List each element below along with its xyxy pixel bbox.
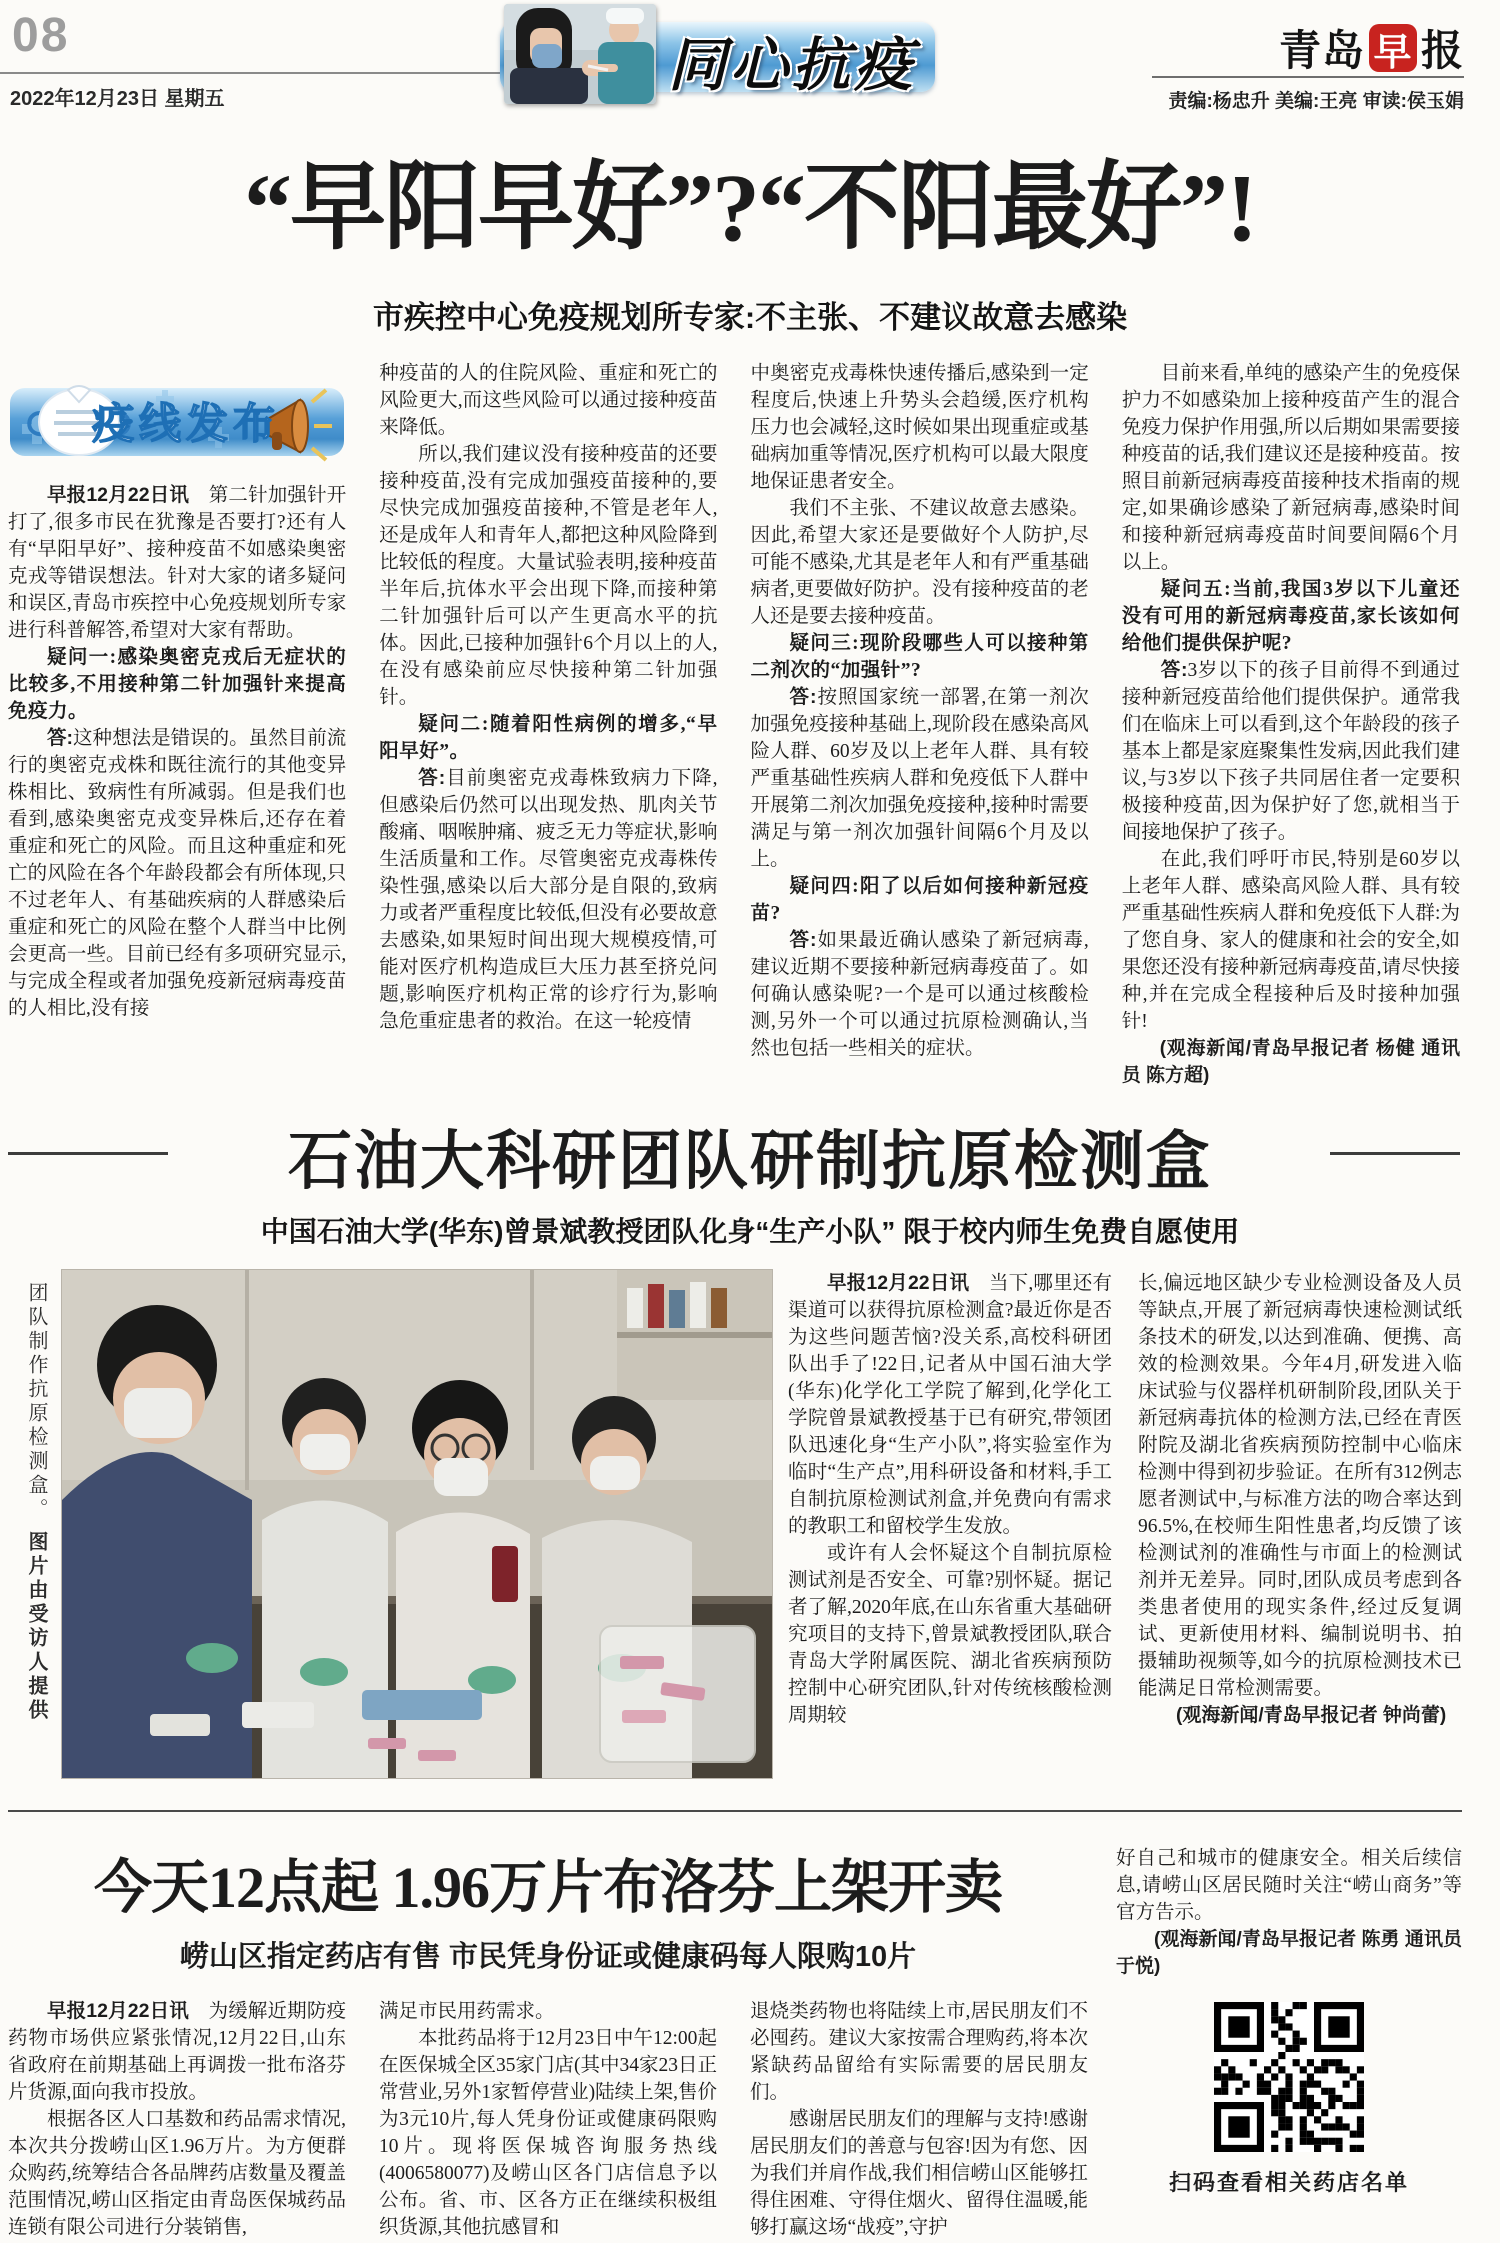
article2-photo-caption: [22, 1282, 51, 1782]
text-column: [750, 1998, 1088, 2243]
paragraph: (观海新闻/青岛早报记者 钟尚蕾): [1176, 1705, 1447, 1726]
vaccination-photo-art: [504, 4, 656, 104]
brand-red-box: 早: [1369, 24, 1417, 72]
article1-columns: [8, 360, 1460, 1088]
badge-label: 疫线发布: [91, 400, 281, 447]
paragraph: 中奥密克戎毒株快速传播后,感染到一定程度后,快速上升势头会趋缓,医疗机构压力也会减轻,这时候如果出现重症或基础病加重等情况,医疗机构可以最大限度地保证患者安全。: [750, 363, 1089, 492]
paragraph: 我们不主张、不建议故意去感染。因此,希望大家还是要做好个人防护,尽可能不感染,尤其是老年人和有严重基础病者,更要做好防护。没有接种疫苗的老人还是要去接种疫苗。: [750, 498, 1089, 627]
text-column: [1116, 1845, 1462, 1980]
article2-photo: [62, 1270, 772, 1778]
text-column: [788, 1270, 1112, 1804]
article3-right-column: [1116, 1845, 1462, 2197]
article3-columns: [8, 1998, 1088, 2243]
text-column: [751, 360, 1089, 1088]
photo-caption-credit: 图片由受访人提供: [25, 1531, 47, 1723]
qr-code: [1214, 2002, 1364, 2152]
paragraph: 退烧类药物也将陆续上市,居民朋友们不必囤药。建议大家按需合理购药,将本次紧缺药品留给有实际需要的居民朋友们。: [750, 2001, 1088, 2103]
article2-headline: 石油大科研团队研制抗原检测盒: [288, 1126, 1212, 1197]
section-divider: [8, 1810, 1462, 1812]
text-column: [1138, 1270, 1462, 1804]
brand-post: 报: [1420, 27, 1464, 74]
paragraph: 疑问一:感染奥密克戎后无症状的比较多,不用接种第二针加强针来提高免疫力。: [8, 647, 347, 722]
qr-block: [1116, 2002, 1462, 2197]
text-column: [1122, 360, 1460, 1088]
paragraph: (观海新闻/青岛早报记者 陈勇 通讯员 于悦): [1116, 1929, 1462, 1977]
paragraph: 在此,我们呼吁市民,特别是60岁以上老年人群、感染高风险人群、具有较严重基础性疾病人群和免疫低下人群:为了您自身、家人的健康和社会的安全,如果您还没有接种新冠病毒疫苗,请尽快接种,并在完成全程接种后及时接种加强针!: [1121, 849, 1460, 1032]
qr-caption: 扫码查看相关药店名单: [1168, 2170, 1409, 2195]
article2-columns: [788, 1270, 1462, 1804]
paragraph: 答:如果最近确认感染了新冠病毒,建议近期不要接种新冠病毒疫苗了。如何确认感染呢?一个是可以通过核酸检测,另外一个可以通过抗原检测确认,当然也包括一些相关的症状。: [750, 929, 1089, 1059]
masthead-banner: [500, 4, 935, 108]
lab-photo-art: [62, 1270, 772, 1778]
paragraph: 种疫苗的人的住院风险、重症和死亡的风险更大,而这些风险可以通过接种疫苗来降低。: [379, 363, 718, 438]
paragraph: 早报12月22日讯 当下,哪里还有渠道可以获得抗原检测盒?最近你是否为这些问题苦恼?没关系,高校科研团队出手了!22日,记者从中国石油大学(华东)化学化工学院了解到,化学化工学院曾景斌教授基于已有研究,带领团队迅速化身“生产小队”,将实验室作为临时“生产点”,用科研设备和材料,手工自制抗原检测试剂盒,并免费向有需求的教职工和留校学生发放。: [788, 1272, 1112, 1537]
paragraph: 目前来看,单纯的感染产生的免疫保护力不如感染加上接种疫苗产生的混合免疫力保护作用强,所以后期如果需要接种疫苗的话,我们建议还是接种疫苗。按照目前新冠病毒疫苗接种技术指南的规定,如果确诊感染了新冠病毒,感染时间和接种新冠病毒疫苗时间要间隔6个月以上。: [1121, 363, 1460, 573]
masthead-title: 同心抗疫: [668, 33, 917, 98]
editor-credits: 责编:杨忠升 美编:王亮 审读:侯玉娟: [1168, 91, 1464, 112]
article3-subhead: 崂山区指定药店有售 市民凭身份证或健康码每人限购10片: [179, 1941, 917, 1973]
article1-subhead: 市疾控中心免疫规划所专家:不主张、不建议故意去感染: [372, 300, 1128, 335]
text-column: [379, 1998, 717, 2243]
paragraph: 答:这种想法是错误的。虽然目前流行的奥密克戎株和既往流行的其他变异株相比、致病性有所减弱。但是我们也看到,感染奥密克戎变异株后,还存在着重症和死亡的风险。而且这种重症和死亡的风险在各个年龄段都会有所体现,只不过老年人、有基础疾病的人群感染后重症和死亡的风险在整个人群当中比例会更高一些。目前已经有多项研究显示,与完成全程或者加强免疫新冠病毒疫苗的人相比,没有接: [8, 727, 347, 1019]
paragraph: 答:目前奥密克戎毒株致病力下降,但感染后仍然可以出现发热、肌肉关节酸痛、咽喉肿痛、疲乏无力等症状,影响生活质量和工作。尽管奥密克戎毒株传染性强,感染以后大部分是自限的,致病力或者严重程度比较低,但没有必要故意去感染,如果短时间出现大规模疫情,可能对医疗机构造成巨大压力甚至挤兑问题,影响医疗机构正常的诊疗行为,影响急危重症患者的救治。在这一轮疫情: [379, 767, 718, 1032]
paragraph: 好自己和城市的健康安全。相关后续信息,请崂山区居民随时关注“崂山商务”等官方告示。: [1116, 1848, 1462, 1923]
paragraph: 满足市民用药需求。: [379, 2001, 555, 2022]
date-line: 2022年12月23日 星期五: [10, 88, 225, 110]
article1-headline: “早阳早好”?“不阳最好”!: [244, 154, 1256, 261]
page-number: 08: [12, 9, 70, 62]
header-right-rule: [1152, 76, 1464, 78]
vaccination-photo: [504, 4, 656, 104]
paragraph: 根据各区人口基数和药品需求情况,本次共分拨崂山区1.96万片。为方便群众购药,统筹结合各品牌药店数量及覆盖范围情况,崂山区指定由青岛医保城药品连锁有限公司进行分装销售,: [8, 2109, 346, 2238]
paragraph: 或许有人会怀疑这个自制抗原检测试剂是否安全、可靠?别怀疑。据记者了解,2020年底,在山东省重大基础研究项目的支持下,曾景斌教授团队,联合青岛大学附属医院、湖北省疾病预防控制中心研究团队,针对传统核酸检测周期较: [788, 1543, 1112, 1726]
paragraph: 早报12月22日讯 第二针加强针开打了,很多市民在犹豫是否要打?还有人有“早阳早好”、接种疫苗不如感染奥密克戎等错误想法。针对大家的诸多疑问和误区,青岛市疾控中心免疫规划所专家进行科普解答,希望对大家有帮助。: [8, 484, 347, 641]
photo-caption-text: 团队制作抗原检测盒。: [25, 1282, 47, 1522]
paragraph: 疑问三:现阶段哪些人可以接种第二剂次的“加强针”?: [750, 633, 1089, 681]
paragraph: 疑问五:当前,我国3岁以下儿童还没有可用的新冠病毒疫苗,家长该如何给他们提供保护呢?: [1121, 579, 1460, 654]
header-left-rule: [0, 72, 508, 74]
paragraph: 感谢居民朋友们的理解与支持!感谢居民朋友们的善意与包容!因为有您、因为我们并肩作战,我们相信崂山区能够扛得住困难、守得住烟火、留得住温暖,能够打赢这场“战疫”,守护: [750, 2109, 1088, 2238]
article3-column4: [1116, 1845, 1462, 1980]
article2-subhead: 中国石油大学(华东)曾景斌教授团队化身“生产小队” 限于校内师生免费自愿使用: [260, 1216, 1240, 1247]
paragraph: 所以,我们建议没有接种疫苗的还要接种疫苗,没有完成加强疫苗接种的,要尽快完成加强疫苗接种,不管是老年人,还是成年人和青年人,都把这种风险降到比较低的程度。大量试验表明,接种疫苗半年后,抗体水平会出现下降,而接种第二针加强针后可以产生更高水平的抗体。因此,已接种加强针6个月以上的人,在没有感染前应尽快接种第二针加强针。: [379, 444, 718, 708]
brand-logo: [1279, 18, 1464, 78]
paragraph: 本批药品将于12月23日中午12:00起在医保城全区35家门店(其中34家23日正常营业,另外1家暂停营业)陆续上架,售价为3元10片,每人凭身份证或健康码限购10片。现将医保城咨询服务热线(4006580077)及崂山区各门店信息予以公布。省、市、区各方正在继续积极组织货源,其他抗感冒和: [379, 2028, 717, 2238]
paragraph: (观海新闻/青岛早报记者 杨健 通讯员 陈方超): [1121, 1038, 1460, 1086]
text-column: [8, 360, 346, 1088]
text-column: [8, 1998, 346, 2243]
paragraph: 答:3岁以下的孩子目前得不到通过接种新冠疫苗给他们提供保护。通常我们在临床上可以看到,这个年龄段的孩子基本上都是家庭聚集性发病,因此我们建议,与3岁以下孩子共同居住者一定要积极接种疫苗,因为保护好了您,就相当于间接地保护了孩子。: [1121, 659, 1460, 843]
paragraph: 答:按照国家统一部署,在第一剂次加强免疫接种基础上,现阶段在感染高风险人群、60岁及以上老年人群、具有较严重基础性疾病人群和免疫低下人群中开展第二剂次加强免疫接种,接种时需要满足与第一剂次加强针间隔6个月及以上。: [750, 686, 1089, 870]
text-column: [379, 360, 717, 1088]
paragraph: 长,偏远地区缺少专业检测设备及人员等缺点,开展了新冠病毒快速检测试纸条技术的研发,以达到准确、便携、高效的检测效果。今年4月,研发进入临床试验与仪器样机研制阶段,团队关于新冠病毒抗体的检测方法,已经在青医附院及湖北省疾病预防控制中心临床检测中得到初步验证。在所有312例志愿者测试中,与标准方法的吻合率达到96.5%,在校师生阳性患者,均反馈了该检测试剂的准确性与市面上的检测试剂并无差异。同时,团队成员考虑到各类患者使用的现实条件,经过反复调试、更新使用材料、编制说明书、拍摄辅助视频等,如今的抗原检测技术已能满足日常检测需要。: [1138, 1273, 1462, 1699]
article3-headline: 今天12点起 1.96万片布洛芬上架开卖: [93, 1855, 1002, 1920]
paragraph: 疑问二:随着阳性病例的增多,“早阳早好”。: [379, 714, 718, 762]
paragraph: 疑问四:阳了以后如何接种新冠疫苗?: [750, 876, 1089, 924]
paragraph: 早报12月22日讯 为缓解近期防疫药物市场供应紧张情况,12月22日,山东省政府在前期基础上再调拨一批布洛芬片货源,面向我市投放。: [8, 2000, 346, 2103]
brand-pre: 青岛: [1278, 27, 1365, 74]
